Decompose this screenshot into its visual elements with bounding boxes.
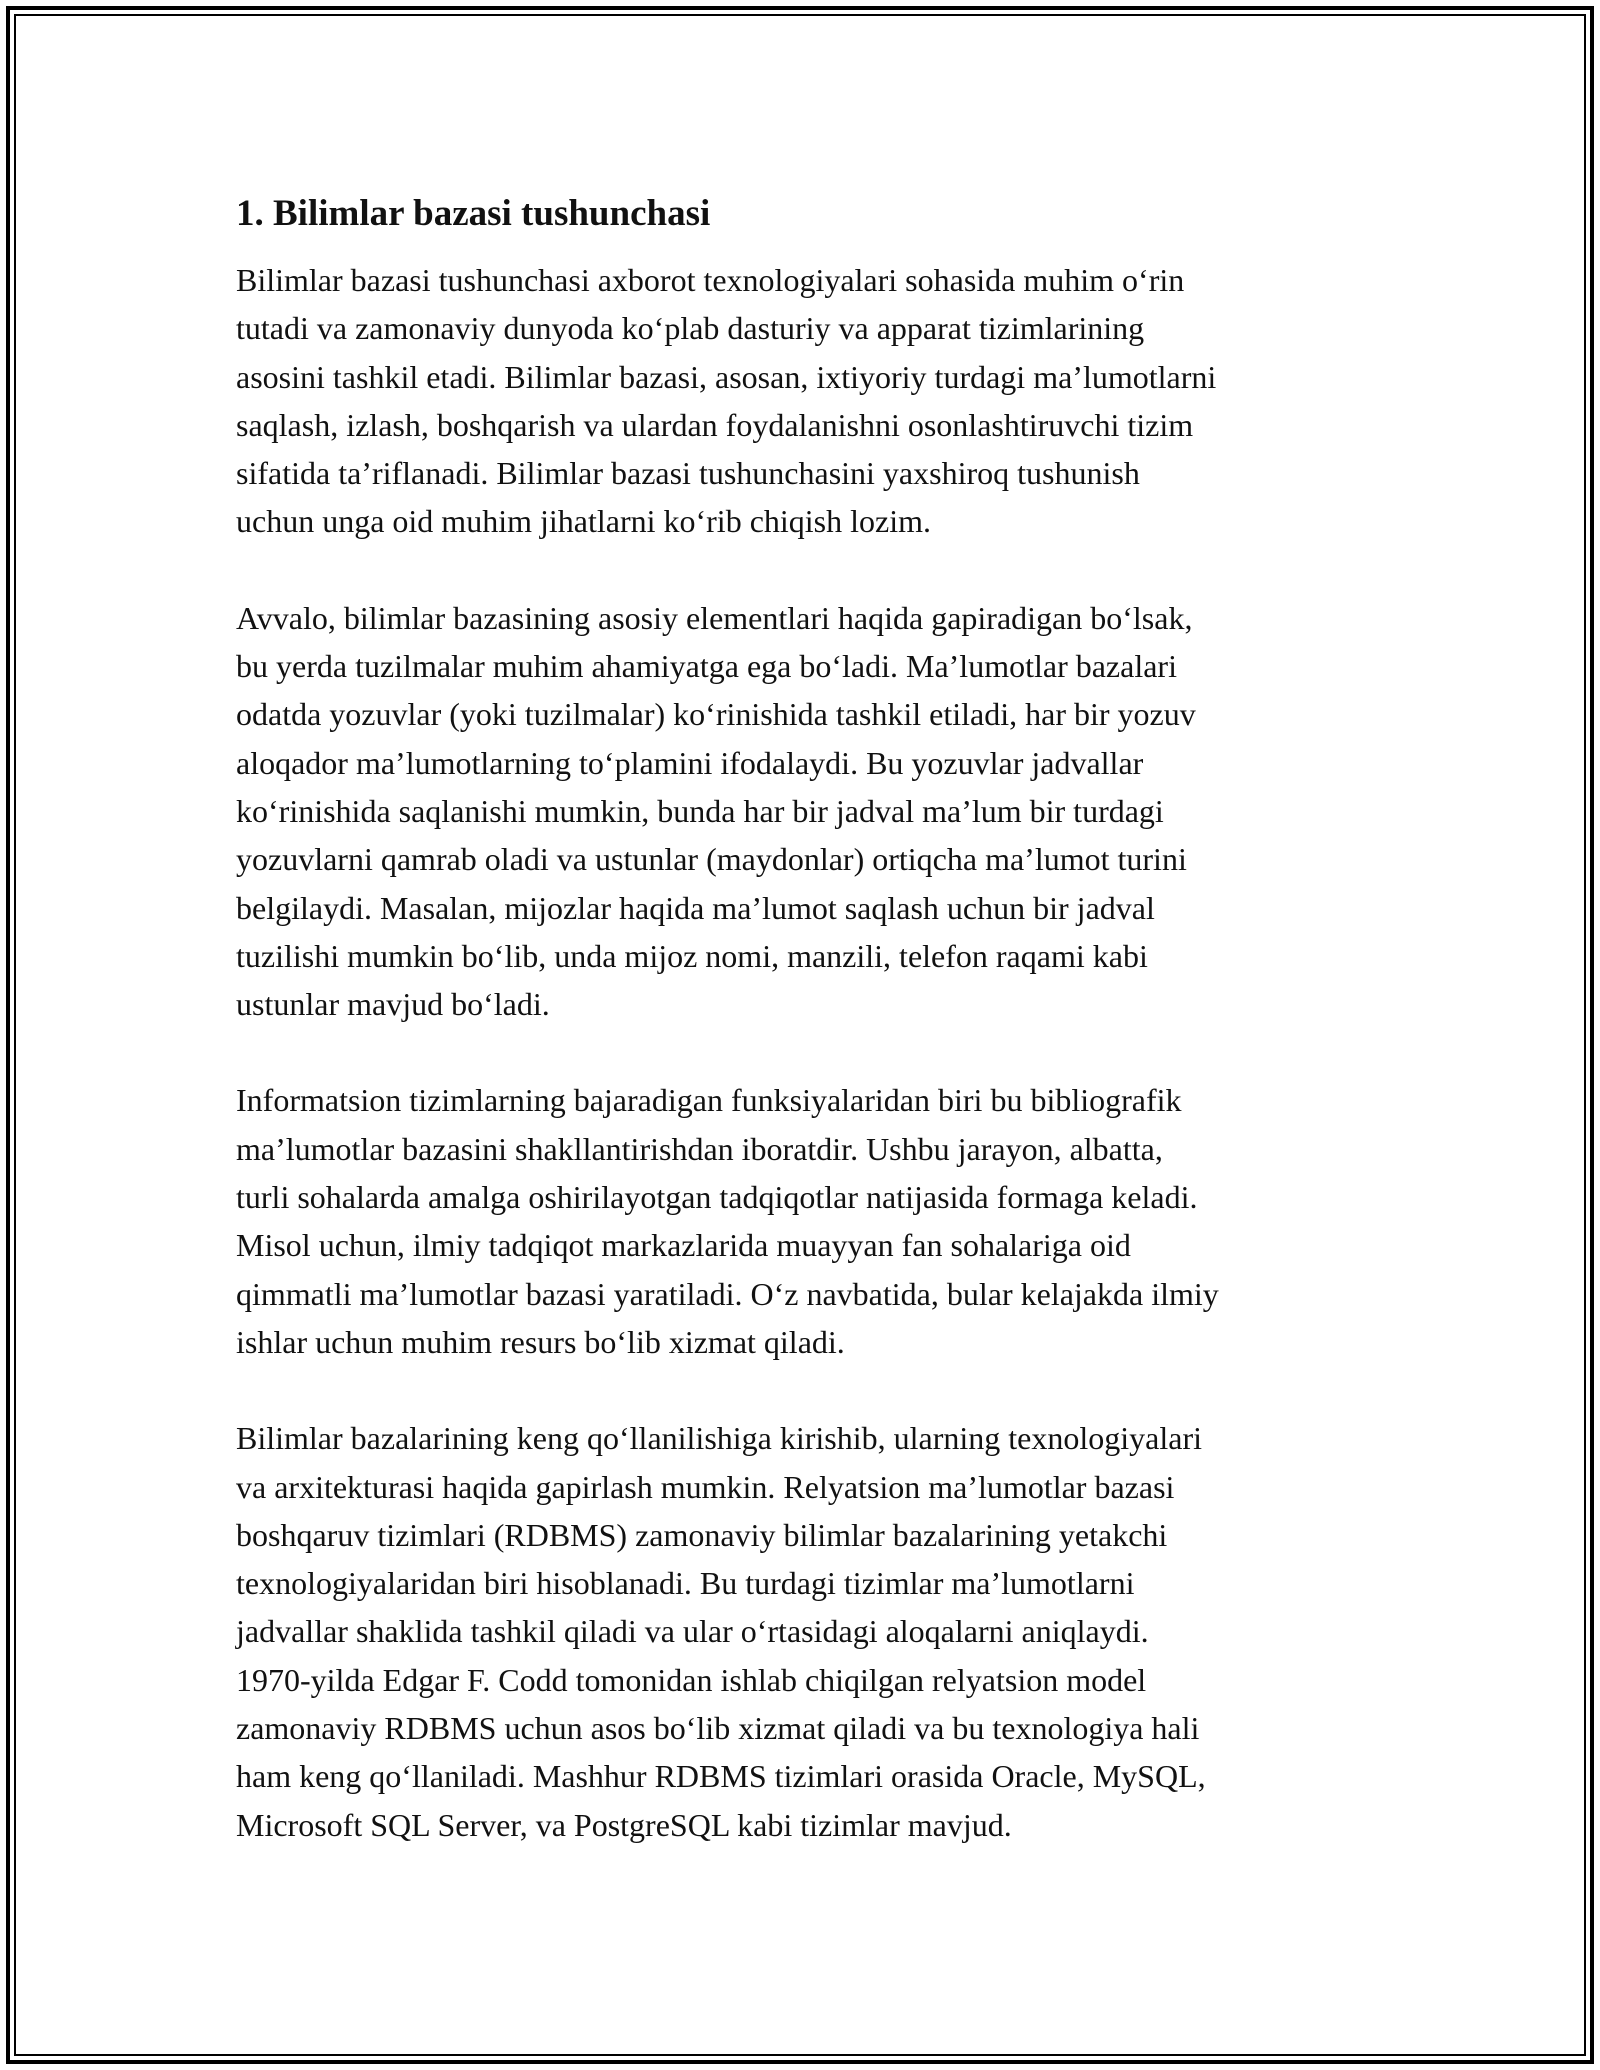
paragraph-line: ko‘rinishida saqlanishi mumkin, bunda har bir jadval ma’lum bir turdagi bbox=[236, 792, 1164, 829]
paragraph-line: uchun unga oid muhim jihatlarni ko‘rib chiqish lozim. bbox=[236, 503, 931, 540]
paragraph-line: Microsoft SQL Server, va PostgreSQL kabi tizimlar mavjud. bbox=[236, 1806, 1012, 1843]
paragraph bbox=[236, 256, 1376, 546]
paragraph-line: bu yerda tuzilmalar muhim ahamiyatga ega bo‘ladi. Ma’lumotlar bazalari bbox=[236, 648, 1177, 685]
paragraph bbox=[236, 1076, 1376, 1366]
paragraph-line: qimmatli ma’lumotlar bazasi yaratiladi. O‘z navbatida, bular kelajakda ilmiy bbox=[236, 1275, 1219, 1312]
paragraph bbox=[236, 1414, 1376, 1849]
paragraph-line: Bilimlar bazasi tushunchasi axborot texnologiyalari sohasida muhim o‘rin bbox=[236, 262, 1185, 298]
paragraph-line: jadvallar shaklida tashkil qiladi va ular o‘rtasidagi aloqalarni aniqlaydi. bbox=[236, 1613, 1149, 1650]
paragraph-line: asosini tashkil etadi. Bilimlar bazasi, asosan, ixtiyoriy turdagi ma’lumotlarni bbox=[236, 358, 1217, 395]
paragraph-line: texnologiyalaridan biri hisoblanadi. Bu turdagi tizimlar ma’lumotlarni bbox=[236, 1565, 1135, 1602]
paragraph-line: odatda yozuvlar (yoki tuzilmalar) ko‘rinishida tashkil etiladi, har bir yozuv bbox=[236, 696, 1196, 733]
paragraph-line: ham keng qo‘llaniladi. Mashhur RDBMS tizimlari orasida Oracle, MySQL, bbox=[236, 1758, 1206, 1795]
paragraph-line: 1970-yilda Edgar F. Codd tomonidan ishlab chiqilgan relyatsion model bbox=[236, 1661, 1147, 1698]
paragraph bbox=[236, 594, 1376, 1029]
paragraph-line: Avvalo, bilimlar bazasining asosiy elementlari haqida gapiradigan bo‘lsak, bbox=[236, 599, 1193, 636]
paragraph-line: ustunlar mavjud bo‘ladi. bbox=[236, 986, 550, 1023]
paragraph-line: Bilimlar bazalarining keng qo‘llanilishiga kirishib, ularning texnologiyalari bbox=[236, 1420, 1202, 1457]
paragraph-line: ishlar uchun muhim resurs bo‘lib xizmat qiladi. bbox=[236, 1323, 845, 1360]
document-body bbox=[236, 188, 1376, 1897]
section-heading: 1. Bilimlar bazasi tushunchasi bbox=[236, 193, 711, 234]
paragraph-line: va arxitekturasi haqida gapirlash mumkin. Relyatsion ma’lumotlar bazasi bbox=[236, 1468, 1175, 1505]
paragraph-line: tuzilishi mumkin bo‘lib, unda mijoz nomi, manzili, telefon raqami kabi bbox=[236, 937, 1148, 974]
paragraph-line: Misol uchun, ilmiy tadqiqot markazlarida muayyan fan sohalariga oid bbox=[236, 1227, 1131, 1264]
paragraph-line: yozuvlarni qamrab oladi va ustunlar (maydonlar) ortiqcha ma’lumot turini bbox=[236, 841, 1187, 878]
paragraph-line: turli sohalarda amalga oshirilayotgan tadqiqotlar natijasida formaga keladi. bbox=[236, 1179, 1198, 1216]
paragraph-list bbox=[236, 256, 1376, 1849]
paragraph-line: boshqaruv tizimlari (RDBMS) zamonaviy bilimlar bazalarining yetakchi bbox=[236, 1516, 1168, 1553]
paragraph-line: sifatida ta’riflanadi. Bilimlar bazasi tushunchasini yaxshiroq tushunish bbox=[236, 455, 1140, 492]
paragraph-line: zamonaviy RDBMS uchun asos bo‘lib xizmat qiladi va bu texnologiya hali bbox=[236, 1710, 1200, 1747]
paragraph-line: aloqador ma’lumotlarning to‘plamini ifodalaydi. Bu yozuvlar jadvallar bbox=[236, 744, 1144, 781]
paragraph-line: Informatsion tizimlarning bajaradigan funksiyalaridan biri bu bibliografik bbox=[236, 1082, 1182, 1119]
paragraph-line: ma’lumotlar bazasini shakllantirishdan iboratdir. Ushbu jarayon, albatta, bbox=[236, 1130, 1163, 1167]
paragraph-line: belgilaydi. Masalan, mijozlar haqida ma’lumot saqlash uchun bir jadval bbox=[236, 889, 1155, 926]
paragraph-line: tutadi va zamonaviy dunyoda ko‘plab dasturiy va apparat tizimlarining bbox=[236, 310, 1145, 347]
paragraph-line: saqlash, izlash, boshqarish va ulardan foydalanishni osonlashtiruvchi tizim bbox=[236, 406, 1194, 443]
